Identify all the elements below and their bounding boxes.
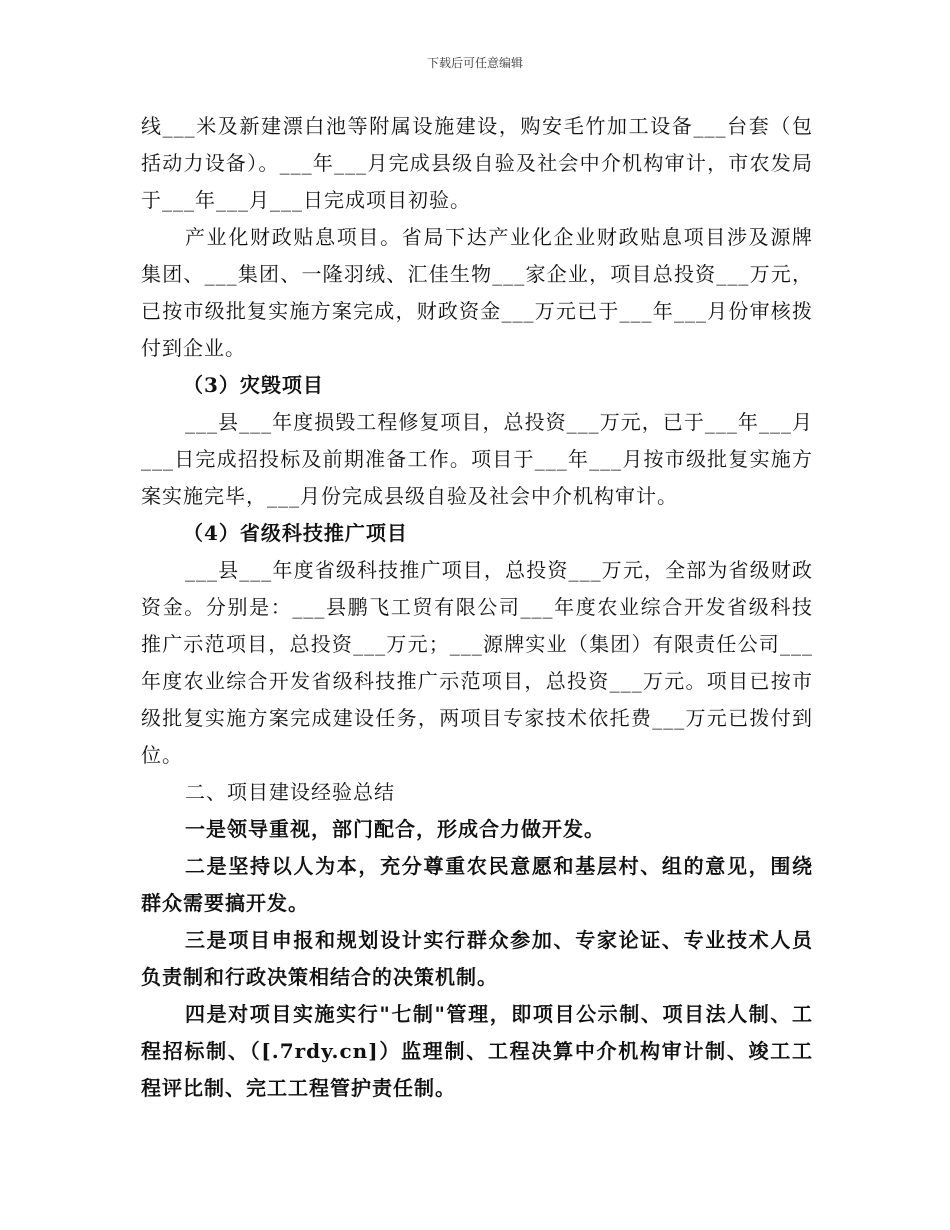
experience-point-4: 四是对项目实施实行"七制"管理，即项目公示制、项目法人制、工程招标制、（[.7rdy.cn]）监理制、工程决算中介机构审计制、竣工工程评比制、完工工程管护责任制。 xyxy=(141,1002,813,1100)
section-heading-disaster-projects: （3）灾毁项目 xyxy=(183,373,324,397)
experience-point-2: 二是坚持以人为本，充分尊重农民意愿和基层村、组的意见，围绕群众需要搞开发。 xyxy=(141,854,813,915)
paragraph-tech-promotion: ___县___年度省级科技推广项目，总投资___万元，全部为省级财政资金。分别是：___县鹏飞工贸有限公司___年度农业综合开发省级科技推广示范项目，总投资___万元；___源牌实业（集团）有限责任公司___年度农业综合开发省级科技推广示范项目，总投资___万元。项目已按市级批复实施方案完成建设任务，两项目专家技术依托费___万元已拨付到位。 xyxy=(141,558,813,767)
experience-point-3: 三是项目申报和规划设计实行群众参加、专家论证、专业技术人员负责制和行政决策相结合的决策机制。 xyxy=(141,928,813,989)
section-heading-tech-promotion: （4）省级科技推广项目 xyxy=(183,521,408,545)
paragraph-continuation: 线___米及新建漂白池等附属设施建设，购安毛竹加工设备___台套（包括动力设备）。___年___月完成县级自验及社会中介机构审计，市农发局于___年___月___日完成项目初验。 xyxy=(141,114,813,212)
paragraph-industrialization-subsidy: 产业化财政贴息项目。省局下达产业化企业财政贴息项目涉及源牌集团、___集团、一隆羽绒、汇佳生物___家企业，项目总投资___万元，已按市级批复实施方案完成，财政资金___万元已于___年___月份审核拨付到企业。 xyxy=(141,225,813,360)
paragraph-disaster-projects: ___县___年度损毁工程修复项目，总投资___万元，已于___年___月___日完成招投标及前期准备工作。项目于___年___月按市级批复实施方案实施完毕，___月份完成县级自验及社会中介机构审计。 xyxy=(141,410,813,508)
section-heading-experience-summary: 二、项目建设经验总结 xyxy=(185,780,395,804)
page-header: 下载后可任意编辑 xyxy=(426,56,523,70)
document-body xyxy=(141,108,813,1107)
experience-point-1: 一是领导重视，部门配合，形成合力做开发。 xyxy=(185,817,605,841)
